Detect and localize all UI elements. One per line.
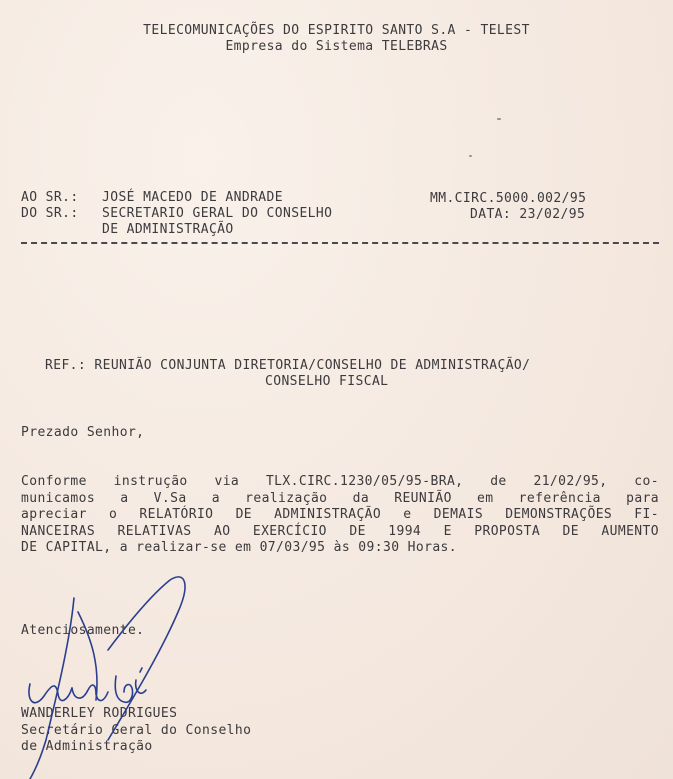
from-title-line2: DE ADMINISTRAÇÃO [102,222,234,237]
paragraph-line: DE CAPITAL, a realizar-se em 07/03/95 às 09:30 Horas. [21,540,458,555]
memo-number: MM.CIRC.5000.002/95 [430,191,587,206]
signer-title-line1: Secretário Geral do Conselho [21,723,252,738]
company-header: TELECOMUNICAÇÕES DO ESPIRITO SANTO S.A - TELEST [143,23,530,38]
company-subtitle: Empresa do Sistema TELEBRAS [225,39,448,54]
separator-line [21,242,659,244]
paragraph-line: Conforme instrução via TLX.CIRC.1230/05/95-BRA, de 21/02/95, co- [21,474,659,489]
reference-line1: REF.: REUNIÃO CONJUNTA DIRETORIA/CONSELHO DE ADMINISTRAÇÃO/ [45,358,531,373]
paper-speck [469,155,472,157]
from-title-line1: SECRETARIO GERAL DO CONSELHO [102,206,333,221]
paragraph-line: apreciar o RELATÓRIO DE ADMINISTRAÇÃO e DEMAIS DEMONSTRAÇÕES FI- [21,507,659,522]
paragraph-line: municamos a V.Sa a realização da REUNIÃO em referência para [21,491,659,506]
reference-line2: CONSELHO FISCAL [265,374,389,389]
signer-name: WANDERLEY RODRIGUES [21,706,178,721]
salutation: Prezado Senhor, [21,425,145,440]
from-label: DO SR.: [21,206,79,221]
paper-speck [497,118,501,120]
paragraph-line: NANCEIRAS RELATIVAS AO EXERCÍCIO DE 1994 E PROPOSTA DE AUMENTO [21,524,659,539]
to-name: JOSÉ MACEDO DE ANDRADE [102,190,283,205]
closing: Atenciosamente. [21,623,145,638]
memo-date: DATA: 23/02/95 [470,207,586,222]
to-label: AO SR.: [21,190,79,205]
signer-title-line2: de Administração [21,739,153,754]
